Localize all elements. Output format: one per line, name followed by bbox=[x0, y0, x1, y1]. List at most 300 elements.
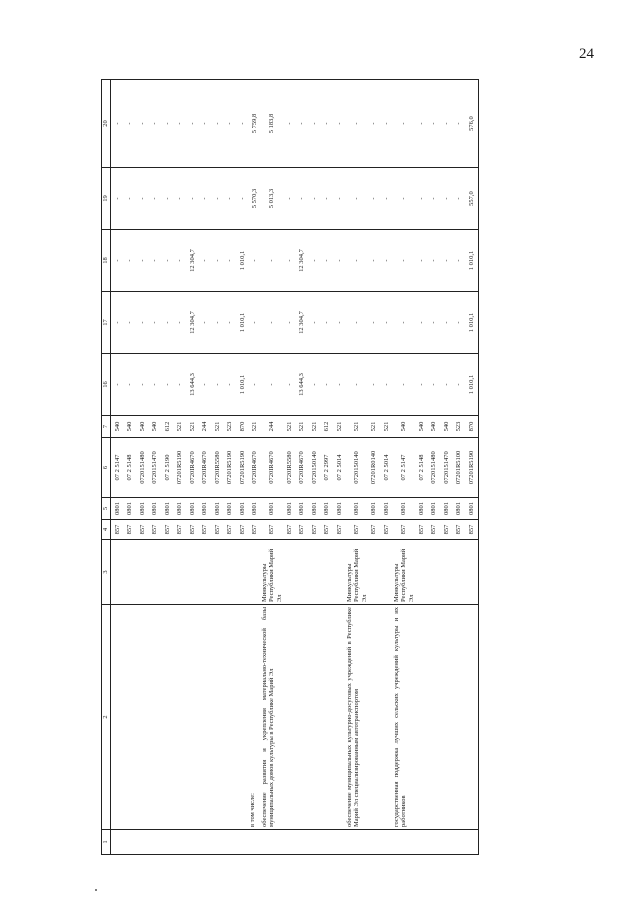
cell-v17: - bbox=[393, 292, 415, 354]
cell-c7: 521 bbox=[296, 416, 309, 438]
cell-v17: - bbox=[415, 292, 428, 354]
cell-v20: 5 183,8 bbox=[261, 80, 283, 168]
cell-v18: - bbox=[199, 230, 212, 292]
col-header: 2 bbox=[102, 605, 111, 830]
table-row bbox=[346, 80, 368, 855]
cell-index bbox=[296, 830, 309, 855]
cell-c6: 0720IR5580 bbox=[283, 438, 296, 498]
cell-c6: 0720IR4670 bbox=[261, 438, 283, 498]
cell-c6: 07 2 2997 bbox=[321, 438, 334, 498]
table-row bbox=[111, 80, 124, 855]
cell-v19: - bbox=[308, 168, 321, 230]
cell-c7: 540 bbox=[440, 416, 453, 438]
cell-c5: 0801 bbox=[296, 498, 309, 520]
cell-c7: 540 bbox=[415, 416, 428, 438]
cell-c4: 857 bbox=[236, 520, 249, 540]
cell-c7: 870 bbox=[465, 416, 478, 438]
cell-v20: - bbox=[136, 80, 149, 168]
cell-c4: 857 bbox=[453, 520, 466, 540]
cell-c5: 0801 bbox=[186, 498, 199, 520]
cell-c4: 857 bbox=[124, 520, 137, 540]
cell-c6: 07 2 5148 bbox=[124, 438, 137, 498]
cell-v20: - bbox=[186, 80, 199, 168]
cell-c7: 521 bbox=[346, 416, 368, 438]
cell-c7: 612 bbox=[321, 416, 334, 438]
cell-v18: - bbox=[415, 230, 428, 292]
cell-v16: - bbox=[161, 354, 174, 416]
cell-v18: - bbox=[393, 230, 415, 292]
cell-r bbox=[136, 540, 149, 605]
header-row bbox=[102, 80, 111, 855]
table-row bbox=[440, 80, 453, 855]
cell-r: Минкультуры Республики Марий Эл bbox=[346, 540, 368, 605]
cell-r bbox=[308, 540, 321, 605]
cell-v18: - bbox=[346, 230, 368, 292]
cell-c6: 0720150140 bbox=[308, 438, 321, 498]
cell-index bbox=[211, 830, 224, 855]
cell-v17: - bbox=[249, 292, 262, 354]
cell-index bbox=[428, 830, 441, 855]
cell-v16: - bbox=[283, 354, 296, 416]
cell-v19: - bbox=[136, 168, 149, 230]
cell-v16: - bbox=[199, 354, 212, 416]
cell-c4: 857 bbox=[333, 520, 346, 540]
cell-d bbox=[136, 605, 149, 830]
cell-c6: 0720151470 bbox=[149, 438, 162, 498]
col-header: 18 bbox=[102, 230, 111, 292]
cell-r: Минкультуры Республики Марий Эл bbox=[261, 540, 283, 605]
cell-c4: 857 bbox=[428, 520, 441, 540]
cell-v18: - bbox=[136, 230, 149, 292]
cell-c6: 0720IR5580 bbox=[211, 438, 224, 498]
table-row bbox=[283, 80, 296, 855]
table-row bbox=[333, 80, 346, 855]
cell-v18: 12 304,7 bbox=[186, 230, 199, 292]
cell-c7: 521 bbox=[333, 416, 346, 438]
cell-c4: 857 bbox=[346, 520, 368, 540]
cell-c6: 0720IR4670 bbox=[296, 438, 309, 498]
cell-d bbox=[283, 605, 296, 830]
cell-v17: - bbox=[453, 292, 466, 354]
cell-v18: 1 010,1 bbox=[465, 230, 478, 292]
cell-v20: - bbox=[199, 80, 212, 168]
cell-c6: 07201R0140 bbox=[368, 438, 381, 498]
cell-v16: - bbox=[308, 354, 321, 416]
cell-index bbox=[321, 830, 334, 855]
cell-index bbox=[124, 830, 137, 855]
table-row bbox=[174, 80, 187, 855]
cell-v18: - bbox=[321, 230, 334, 292]
cell-v19: - bbox=[124, 168, 137, 230]
cell-d: обеспечение развития и укрепления материально-технической базы муниципальных домов культуры в Республике Марий Эл bbox=[261, 605, 283, 830]
cell-v17: - bbox=[199, 292, 212, 354]
cell-v19: - bbox=[393, 168, 415, 230]
col-header: 16 bbox=[102, 354, 111, 416]
cell-r bbox=[368, 540, 381, 605]
cell-index bbox=[346, 830, 368, 855]
cell-v20: - bbox=[368, 80, 381, 168]
cell-v17: - bbox=[428, 292, 441, 354]
table-row bbox=[321, 80, 334, 855]
cell-v18: - bbox=[380, 230, 393, 292]
cell-v17: 12 304,7 bbox=[186, 292, 199, 354]
cell-c5: 0801 bbox=[393, 498, 415, 520]
cell-c7: 521 bbox=[174, 416, 187, 438]
cell-d bbox=[199, 605, 212, 830]
cell-c7: 523 bbox=[453, 416, 466, 438]
cell-v19: - bbox=[236, 168, 249, 230]
cell-d bbox=[321, 605, 334, 830]
cell-index bbox=[333, 830, 346, 855]
table-row bbox=[393, 80, 415, 855]
cell-v17: 1 010,1 bbox=[465, 292, 478, 354]
cell-r bbox=[161, 540, 174, 605]
col-header: 20 bbox=[102, 80, 111, 168]
cell-r bbox=[249, 540, 262, 605]
cell-v19: - bbox=[321, 168, 334, 230]
budget-table-rotated bbox=[101, 80, 501, 855]
cell-v16: - bbox=[440, 354, 453, 416]
cell-c4: 857 bbox=[261, 520, 283, 540]
col-header: 17 bbox=[102, 292, 111, 354]
cell-v17: - bbox=[346, 292, 368, 354]
cell-v19: - bbox=[211, 168, 224, 230]
cell-v16: - bbox=[333, 354, 346, 416]
cell-d bbox=[380, 605, 393, 830]
cell-c6: 0720151470 bbox=[440, 438, 453, 498]
cell-c5: 0801 bbox=[428, 498, 441, 520]
cell-index bbox=[136, 830, 149, 855]
cell-r bbox=[124, 540, 137, 605]
cell-v17: - bbox=[380, 292, 393, 354]
cell-r bbox=[333, 540, 346, 605]
cell-v18: - bbox=[308, 230, 321, 292]
cell-d: в том числе: bbox=[249, 605, 262, 830]
cell-v17: - bbox=[368, 292, 381, 354]
cell-v20: 576,0 bbox=[465, 80, 478, 168]
cell-c5: 0801 bbox=[453, 498, 466, 520]
cell-d bbox=[440, 605, 453, 830]
cell-v18: - bbox=[124, 230, 137, 292]
table-row bbox=[296, 80, 309, 855]
cell-c7: 521 bbox=[186, 416, 199, 438]
cell-v19: - bbox=[174, 168, 187, 230]
cell-v20: - bbox=[380, 80, 393, 168]
cell-v20: - bbox=[453, 80, 466, 168]
cell-v20: - bbox=[124, 80, 137, 168]
table-row bbox=[236, 80, 249, 855]
cell-v18: - bbox=[283, 230, 296, 292]
cell-r: Минкультуры Республики Марий Эл bbox=[393, 540, 415, 605]
cell-v16: - bbox=[149, 354, 162, 416]
cell-r bbox=[453, 540, 466, 605]
cell-c6: 07 2 5190 bbox=[161, 438, 174, 498]
col-header: 4 bbox=[102, 520, 111, 540]
cell-c6: 07201R5100 bbox=[453, 438, 466, 498]
cell-c4: 857 bbox=[308, 520, 321, 540]
cell-v17: - bbox=[124, 292, 137, 354]
cell-c7: 612 bbox=[161, 416, 174, 438]
col-header: 1 bbox=[102, 830, 111, 855]
cell-v18: - bbox=[161, 230, 174, 292]
cell-v16: 13 644,3 bbox=[186, 354, 199, 416]
cell-d bbox=[465, 605, 478, 830]
cell-d bbox=[296, 605, 309, 830]
cell-v19: - bbox=[296, 168, 309, 230]
cell-c4: 857 bbox=[224, 520, 237, 540]
cell-index bbox=[465, 830, 478, 855]
cell-v17: - bbox=[440, 292, 453, 354]
cell-v18: - bbox=[111, 230, 124, 292]
cell-c4: 857 bbox=[415, 520, 428, 540]
cell-c7: 244 bbox=[261, 416, 283, 438]
cell-r bbox=[321, 540, 334, 605]
cell-r bbox=[440, 540, 453, 605]
cell-c7: 521 bbox=[308, 416, 321, 438]
table-row bbox=[380, 80, 393, 855]
cell-v17: - bbox=[283, 292, 296, 354]
cell-index bbox=[111, 830, 124, 855]
cell-index bbox=[224, 830, 237, 855]
cell-v16: - bbox=[415, 354, 428, 416]
cell-r bbox=[236, 540, 249, 605]
cell-index bbox=[380, 830, 393, 855]
cell-v19: 5 570,3 bbox=[249, 168, 262, 230]
cell-c6: 07201R5190 bbox=[236, 438, 249, 498]
cell-v16: 1 010,1 bbox=[236, 354, 249, 416]
cell-v17: - bbox=[161, 292, 174, 354]
cell-v20: - bbox=[236, 80, 249, 168]
col-header: 6 bbox=[102, 438, 111, 498]
cell-index bbox=[415, 830, 428, 855]
table-row bbox=[368, 80, 381, 855]
cell-v18: - bbox=[333, 230, 346, 292]
cell-c7: 521 bbox=[211, 416, 224, 438]
cell-d bbox=[453, 605, 466, 830]
cell-index bbox=[261, 830, 283, 855]
cell-r bbox=[174, 540, 187, 605]
table-row bbox=[136, 80, 149, 855]
cell-r bbox=[149, 540, 162, 605]
cell-v20: - bbox=[174, 80, 187, 168]
cell-c7: 540 bbox=[428, 416, 441, 438]
cell-v16: - bbox=[380, 354, 393, 416]
cell-c4: 857 bbox=[136, 520, 149, 540]
cell-index bbox=[249, 830, 262, 855]
cell-index bbox=[161, 830, 174, 855]
cell-v17: - bbox=[333, 292, 346, 354]
cell-c5: 0801 bbox=[333, 498, 346, 520]
cell-v20: - bbox=[308, 80, 321, 168]
cell-index bbox=[186, 830, 199, 855]
cell-v18: - bbox=[224, 230, 237, 292]
cell-d bbox=[174, 605, 187, 830]
cell-c7: 540 bbox=[149, 416, 162, 438]
cell-v16: - bbox=[453, 354, 466, 416]
cell-v18: - bbox=[428, 230, 441, 292]
cell-v17: - bbox=[261, 292, 283, 354]
cell-d bbox=[186, 605, 199, 830]
cell-c6: 07201R5190 bbox=[174, 438, 187, 498]
page-number: 24 bbox=[579, 46, 594, 62]
budget-table bbox=[101, 79, 479, 855]
cell-v19: - bbox=[453, 168, 466, 230]
cell-v17: - bbox=[308, 292, 321, 354]
cell-v17: 1 010,1 bbox=[236, 292, 249, 354]
cell-c7: 521 bbox=[368, 416, 381, 438]
cell-r bbox=[428, 540, 441, 605]
cell-v19: - bbox=[415, 168, 428, 230]
cell-r bbox=[380, 540, 393, 605]
cell-index bbox=[283, 830, 296, 855]
cell-c5: 0801 bbox=[261, 498, 283, 520]
cell-v17: - bbox=[224, 292, 237, 354]
cell-v19: - bbox=[199, 168, 212, 230]
cell-v17: - bbox=[321, 292, 334, 354]
table-row bbox=[415, 80, 428, 855]
cell-v17: - bbox=[111, 292, 124, 354]
cell-v16: - bbox=[224, 354, 237, 416]
cell-c7: 521 bbox=[380, 416, 393, 438]
cell-d bbox=[124, 605, 137, 830]
cell-v18: - bbox=[440, 230, 453, 292]
cell-c4: 857 bbox=[249, 520, 262, 540]
cell-c4: 857 bbox=[199, 520, 212, 540]
cell-c5: 0801 bbox=[308, 498, 321, 520]
cell-d bbox=[161, 605, 174, 830]
cell-c7: 540 bbox=[393, 416, 415, 438]
table-row bbox=[149, 80, 162, 855]
col-header: 5 bbox=[102, 498, 111, 520]
cell-c7: 540 bbox=[124, 416, 137, 438]
cell-v16: - bbox=[211, 354, 224, 416]
cell-v16: - bbox=[393, 354, 415, 416]
cell-d bbox=[111, 605, 124, 830]
cell-v16: - bbox=[136, 354, 149, 416]
cell-r bbox=[211, 540, 224, 605]
cell-c6: 07201R5190 bbox=[465, 438, 478, 498]
cell-r bbox=[465, 540, 478, 605]
table-row bbox=[161, 80, 174, 855]
cell-v19: - bbox=[283, 168, 296, 230]
cell-index bbox=[174, 830, 187, 855]
cell-v20: - bbox=[111, 80, 124, 168]
table-row bbox=[261, 80, 283, 855]
cell-v16: - bbox=[174, 354, 187, 416]
table-row bbox=[428, 80, 441, 855]
cell-d bbox=[308, 605, 321, 830]
cell-c5: 0801 bbox=[380, 498, 393, 520]
cell-r bbox=[283, 540, 296, 605]
cell-c5: 0801 bbox=[249, 498, 262, 520]
col-header: 7 bbox=[102, 416, 111, 438]
cell-c6: 0720151480 bbox=[136, 438, 149, 498]
cell-v19: - bbox=[368, 168, 381, 230]
cell-c5: 0801 bbox=[174, 498, 187, 520]
cell-c6: 07 2 5148 bbox=[415, 438, 428, 498]
cell-index bbox=[393, 830, 415, 855]
cell-v18: - bbox=[453, 230, 466, 292]
cell-v19: - bbox=[380, 168, 393, 230]
cell-c6: 07201R5190 bbox=[224, 438, 237, 498]
cell-d bbox=[333, 605, 346, 830]
cell-c7: 870 bbox=[236, 416, 249, 438]
table-row bbox=[224, 80, 237, 855]
cell-v18: - bbox=[261, 230, 283, 292]
cell-c7: 540 bbox=[111, 416, 124, 438]
cell-c6: 0720IR4670 bbox=[249, 438, 262, 498]
cell-index bbox=[308, 830, 321, 855]
cell-v19: - bbox=[224, 168, 237, 230]
cell-v18: - bbox=[149, 230, 162, 292]
cell-v19: - bbox=[149, 168, 162, 230]
cell-index bbox=[368, 830, 381, 855]
cell-c5: 0801 bbox=[124, 498, 137, 520]
cell-v20: - bbox=[283, 80, 296, 168]
cell-d bbox=[368, 605, 381, 830]
cell-r bbox=[224, 540, 237, 605]
cell-v16: - bbox=[368, 354, 381, 416]
cell-c4: 857 bbox=[211, 520, 224, 540]
cell-v16: - bbox=[111, 354, 124, 416]
table-row bbox=[199, 80, 212, 855]
cell-c6: 0720150140 bbox=[346, 438, 368, 498]
cell-v20: - bbox=[393, 80, 415, 168]
cell-c6: 07 2 5014 bbox=[333, 438, 346, 498]
cell-c4: 857 bbox=[283, 520, 296, 540]
cell-v16: 1 010,1 bbox=[465, 354, 478, 416]
cell-c5: 0801 bbox=[415, 498, 428, 520]
cell-v20: - bbox=[211, 80, 224, 168]
col-header: 3 bbox=[102, 540, 111, 605]
cell-v20: - bbox=[321, 80, 334, 168]
cell-d bbox=[428, 605, 441, 830]
cell-v20: - bbox=[224, 80, 237, 168]
cell-r bbox=[199, 540, 212, 605]
cell-v17: - bbox=[174, 292, 187, 354]
cell-c7: 521 bbox=[249, 416, 262, 438]
cell-v17: - bbox=[136, 292, 149, 354]
cell-v19: - bbox=[440, 168, 453, 230]
cell-v20: - bbox=[428, 80, 441, 168]
cell-v19: - bbox=[111, 168, 124, 230]
cell-c4: 857 bbox=[465, 520, 478, 540]
col-header: 19 bbox=[102, 168, 111, 230]
cell-v19: - bbox=[428, 168, 441, 230]
cell-v16: - bbox=[428, 354, 441, 416]
cell-c5: 0801 bbox=[440, 498, 453, 520]
cell-d: государственная поддержка лучших сельских учреждений культуры и их работников bbox=[393, 605, 415, 830]
cell-c6: 07 2 5014 bbox=[380, 438, 393, 498]
cell-c5: 0801 bbox=[283, 498, 296, 520]
table-row bbox=[124, 80, 137, 855]
cell-d bbox=[211, 605, 224, 830]
cell-c4: 857 bbox=[111, 520, 124, 540]
cell-v17: - bbox=[149, 292, 162, 354]
table-row bbox=[211, 80, 224, 855]
cell-v18: 12 304,7 bbox=[296, 230, 309, 292]
cell-index bbox=[453, 830, 466, 855]
cell-c6: 07 2 5147 bbox=[111, 438, 124, 498]
cell-v20: - bbox=[415, 80, 428, 168]
cell-c4: 857 bbox=[149, 520, 162, 540]
cell-d bbox=[149, 605, 162, 830]
cell-v20: - bbox=[149, 80, 162, 168]
cell-c5: 0801 bbox=[465, 498, 478, 520]
cell-c4: 857 bbox=[161, 520, 174, 540]
cell-d bbox=[224, 605, 237, 830]
cell-c5: 0801 bbox=[149, 498, 162, 520]
